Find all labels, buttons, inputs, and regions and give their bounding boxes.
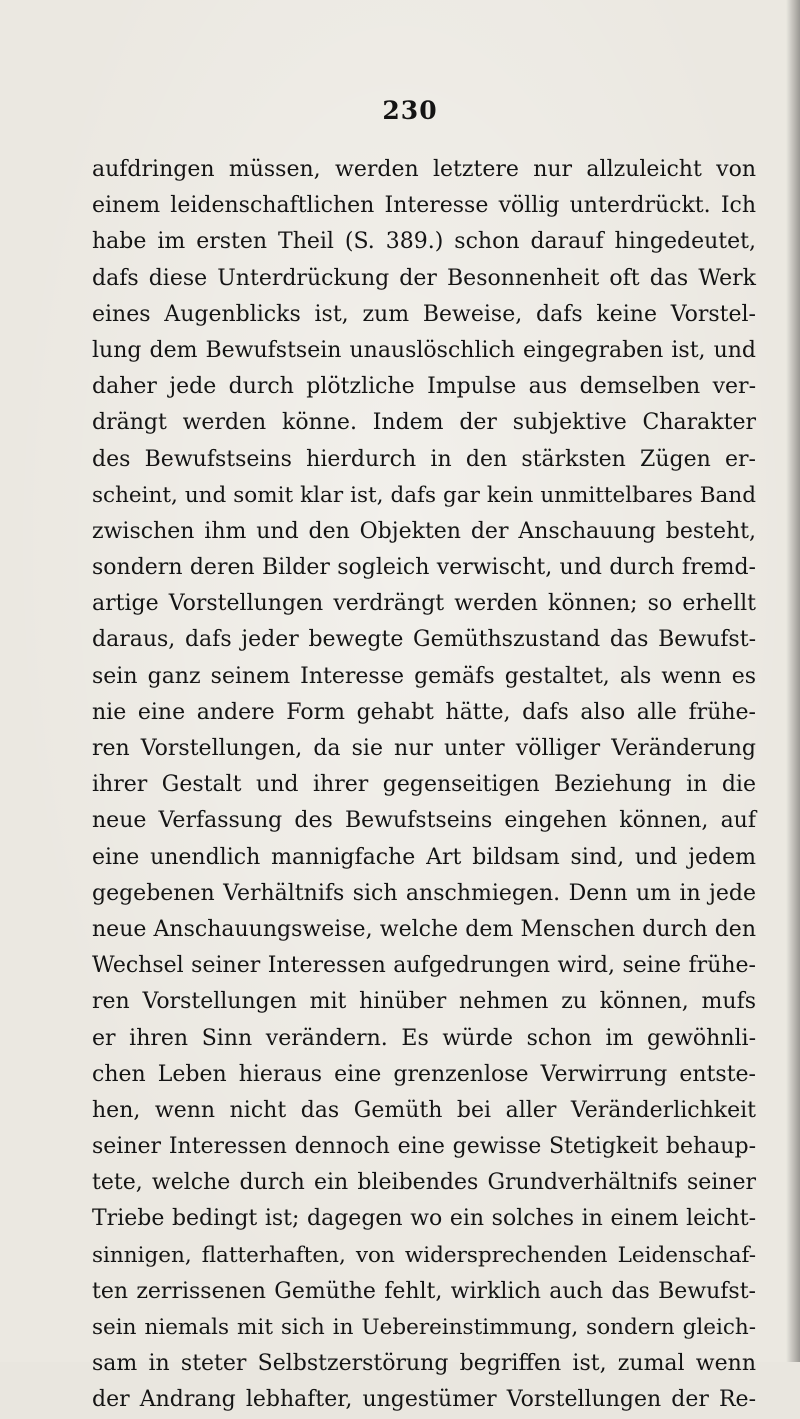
body-text — [92, 152, 756, 1419]
text-line: chen Leben hieraus eine grenzenlose Verwirrung entste- — [92, 1061, 756, 1087]
text-line: neue Verfassung des Bewufstseins eingehen können, auf — [92, 808, 756, 834]
text-line: eine unendlich mannigfache Art bildsam sind, und jedem — [92, 844, 756, 870]
page-number: 230 — [382, 96, 438, 125]
text-line: er ihren Sinn verändern. Es würde schon im gewöhnli- — [92, 1025, 756, 1051]
text-line: gegebenen Verhältnifs sich anschmiegen. Denn um in jede — [92, 880, 756, 906]
text-line: eines Augenblicks ist, zum Beweise, dafs keine Vorstel- — [92, 301, 756, 327]
text-line: sein niemals mit sich in Uebereinstimmung, sondern gleich- — [92, 1315, 756, 1340]
text-line: artige Vorstellungen verdrängt werden können; so erhellt — [92, 591, 756, 617]
text-line: ihrer Gestalt und ihrer gegenseitigen Beziehung in die — [92, 772, 756, 798]
text-line: hen, wenn nicht das Gemüth bei aller Veränderlichkeit — [92, 1097, 756, 1123]
text-line: zwischen ihm und den Objekten der Anschauung besteht, — [92, 518, 756, 544]
text-line: Triebe bedingt ist; dagegen wo ein solches in einem leicht- — [92, 1206, 756, 1232]
text-line: ren Vorstellungen mit hinüber nehmen zu können, mufs — [92, 989, 756, 1015]
text-line: daher jede durch plötzliche Impulse aus demselben ver- — [92, 374, 756, 400]
text-line: sein ganz seinem Interesse gemäfs gestaltet, als wenn es — [92, 663, 756, 689]
text-line: dafs diese Unterdrückung der Besonnenheit oft das Werk — [92, 265, 756, 291]
page-edge-shadow — [786, 0, 800, 1362]
text-line: habe im ersten Theil (S. 389.) schon darauf hingedeutet, — [92, 229, 756, 255]
text-line: nie eine andere Form gehabt hätte, dafs also alle frühe- — [92, 699, 756, 725]
text-line: scheint, und somit klar ist, dafs gar kein unmittelbares Band — [92, 482, 756, 508]
text-line: sinnigen, flatterhaften, von widersprechenden Leidenschaf- — [92, 1242, 756, 1268]
text-line: sondern deren Bilder sogleich verwischt, und durch fremd- — [92, 555, 756, 581]
text-line: einem leidenschaftlichen Interesse völlig unterdrückt. Ich — [92, 193, 756, 219]
text-line: der Andrang lebhafter, ungestümer Vorstellungen der Re- — [92, 1387, 756, 1413]
text-line: ren Vorstellungen, da sie nur unter völliger Veränderung — [92, 736, 756, 761]
text-line: Wechsel seiner Interessen aufgedrungen wird, seine frühe- — [92, 953, 756, 979]
text-line: ten zerrissenen Gemüthe fehlt, wirklich auch das Bewufst- — [92, 1278, 756, 1304]
text-line: tete, welche durch ein bleibendes Grundverhältnifs seiner — [92, 1170, 756, 1196]
text-line: aufdringen müssen, werden letztere nur allzuleicht von — [92, 157, 756, 182]
text-line: sam in steter Selbstzerstörung begriffen ist, zumal wenn — [92, 1351, 756, 1377]
text-line: neue Anschauungsweise, welche dem Menschen durch den — [92, 916, 756, 942]
text-line: des Bewufstseins hierdurch in den stärksten Zügen er- — [92, 446, 756, 472]
text-line: daraus, dafs jeder bewegte Gemüthszustand das Bewufst- — [92, 627, 756, 653]
text-line: lung dem Bewufstsein unauslöschlich eingegraben ist, und — [92, 337, 756, 363]
text-line: seiner Interessen dennoch eine gewisse Stetigkeit behaup- — [92, 1134, 756, 1160]
text-line: drängt werden könne. Indem der subjektive Charakter — [92, 410, 756, 436]
